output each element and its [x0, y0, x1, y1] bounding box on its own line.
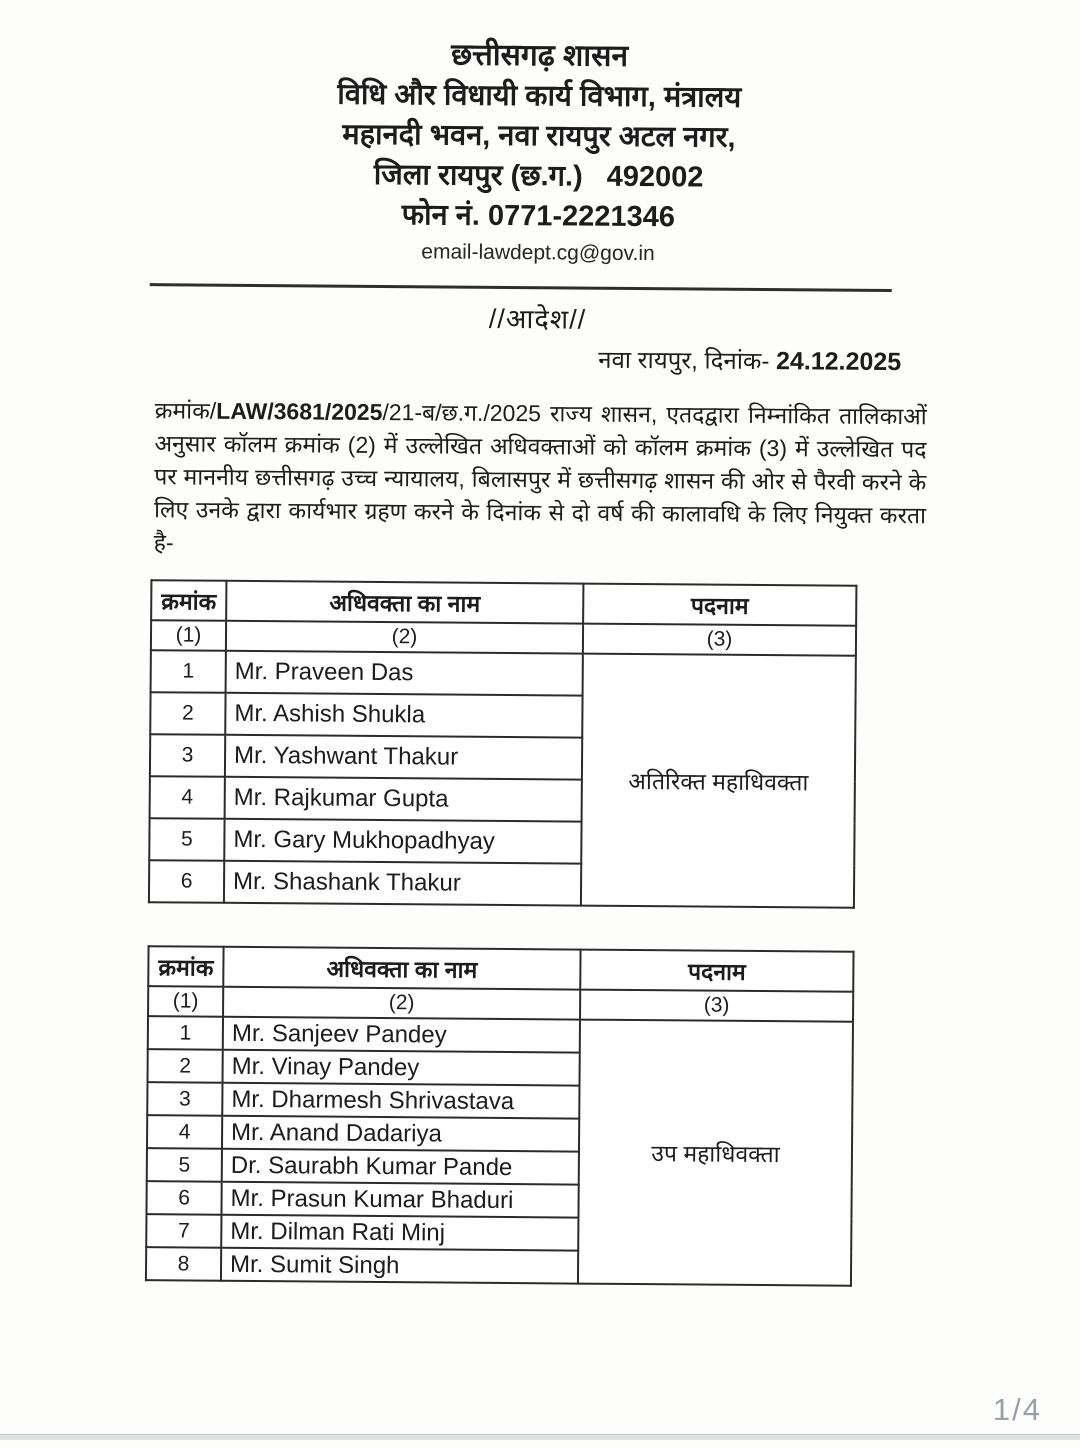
ref-number-bold: LAW/3681/2025 [216, 397, 383, 426]
advocate-name-cell: Mr. Dilman Rati Minj [221, 1215, 578, 1251]
department-name: विधि और विधायी कार्य विभाग, मंत्रालय [337, 78, 742, 114]
letterhead [0, 0, 1080, 272]
serial-number-cell: 6 [146, 1181, 221, 1215]
order-body-paragraph [154, 394, 927, 565]
column-number-2: (2) [226, 621, 583, 654]
column-header-serial: क्रमांक [151, 580, 226, 621]
place-date-line [149, 340, 901, 379]
serial-number-cell: 2 [148, 1049, 223, 1083]
advocate-name-cell: Mr. Vinay Pandey [223, 1050, 580, 1086]
building-address: महानदी भवन, नवा रायपुर अटल नगर, [342, 118, 736, 154]
page-counter: 1/4 [992, 1392, 1042, 1427]
table-header-row [148, 946, 853, 992]
email-address: email-lawdept.cg@gov.in [421, 240, 655, 266]
advocate-name-cell: Mr. Anand Dadariya [222, 1116, 579, 1152]
column-header-serial: क्रमांक [148, 946, 223, 987]
advocate-name-cell: Dr. Saurabh Kumar Pande [222, 1149, 579, 1185]
serial-number-cell: 8 [146, 1247, 221, 1281]
phone-line: फोन नं. 0771-2221346 [401, 199, 676, 234]
advocate-name-cell: Mr. Praveen Das [226, 651, 583, 696]
serial-number-cell: 2 [150, 692, 225, 735]
serial-number-cell: 1 [148, 1016, 223, 1050]
column-header-advocate-name: अधिवक्ता का नाम [226, 581, 583, 624]
serial-number-cell: 4 [147, 1115, 222, 1149]
column-number-1: (1) [148, 986, 223, 1017]
column-number-3: (3) [583, 624, 856, 656]
government-name: छत्तीसगढ़ शासन [450, 38, 629, 73]
advocate-name-cell: Mr. Yashwant Thakur [225, 735, 582, 780]
order-date: 24.12.2025 [775, 347, 902, 377]
ref-number-prefix: क्रमांक/ [154, 397, 217, 424]
header-divider [150, 283, 892, 292]
designation-cell: अतिरिक्त महाधिवक्ता [581, 654, 856, 908]
table-row [151, 650, 856, 698]
deputy-advocate-general-table [145, 945, 855, 1287]
advocate-name-cell: Mr. Prasun Kumar Bhaduri [221, 1182, 578, 1218]
viewer-bottom-edge [0, 1434, 1080, 1440]
pincode: 492002 [606, 160, 704, 194]
column-number-3: (3) [580, 990, 853, 1022]
table-header-row [151, 580, 856, 626]
advocate-name-cell: Mr. Sumit Singh [221, 1248, 578, 1284]
serial-number-cell: 1 [151, 650, 226, 693]
serial-number-cell: 5 [149, 818, 224, 861]
place-date-prefix: नवा रायपुर, दिनांक- [598, 346, 777, 376]
advocate-name-cell: Mr. Ashish Shukla [225, 693, 582, 738]
serial-number-cell: 4 [150, 776, 225, 819]
column-header-designation: पदनाम [583, 584, 856, 626]
column-number-1: (1) [151, 620, 226, 651]
advocate-name-cell: Mr. Shashank Thakur [224, 861, 581, 906]
order-body-text: /21-ब/छ.ग./2025 राज्य शासन, एतदद्वारा निम्नांकित तालिकाओं अनुसार कॉलम क्रमांक (2) में उल्लेखित अधिवक्ताओं को कॉलम क्रमांक (3) में उल्लेखित पद पर माननीय छत्तीसगढ़ उच्च न्यायालय, बिलासपुर में छत्तीसगढ़ शासन की ओर से पैरवी करने के लिए उनके द्वारा कार्यभार ग्रहण करने के दिनांक से दो वर्ष की कालावधि के लिए नियुक्त करता है- [153, 399, 927, 556]
advocate-name-cell: Mr. Sanjeev Pandey [223, 1017, 580, 1053]
column-header-designation: पदनाम [580, 950, 853, 992]
district-text: जिला रायपुर (छ.ग.) [373, 158, 583, 193]
additional-advocate-general-table [148, 579, 858, 909]
advocate-name-cell: Mr. Dharmesh Shrivastava [222, 1083, 579, 1119]
order-title: //आदेश// [488, 303, 587, 335]
serial-number-cell: 7 [146, 1214, 221, 1248]
serial-number-cell: 3 [150, 734, 225, 777]
serial-number-cell: 3 [147, 1082, 222, 1116]
column-number-2: (2) [223, 987, 580, 1020]
designation-cell: उप महाधिवक्ता [578, 1020, 853, 1286]
advocate-name-cell: Mr. Gary Mukhopadhyay [224, 819, 581, 864]
advocate-name-cell: Mr. Rajkumar Gupta [225, 777, 582, 822]
serial-number-cell: 6 [149, 860, 224, 903]
column-header-advocate-name: अधिवक्ता का नाम [223, 947, 580, 990]
serial-number-cell: 5 [147, 1148, 222, 1182]
table-row [148, 1016, 853, 1055]
